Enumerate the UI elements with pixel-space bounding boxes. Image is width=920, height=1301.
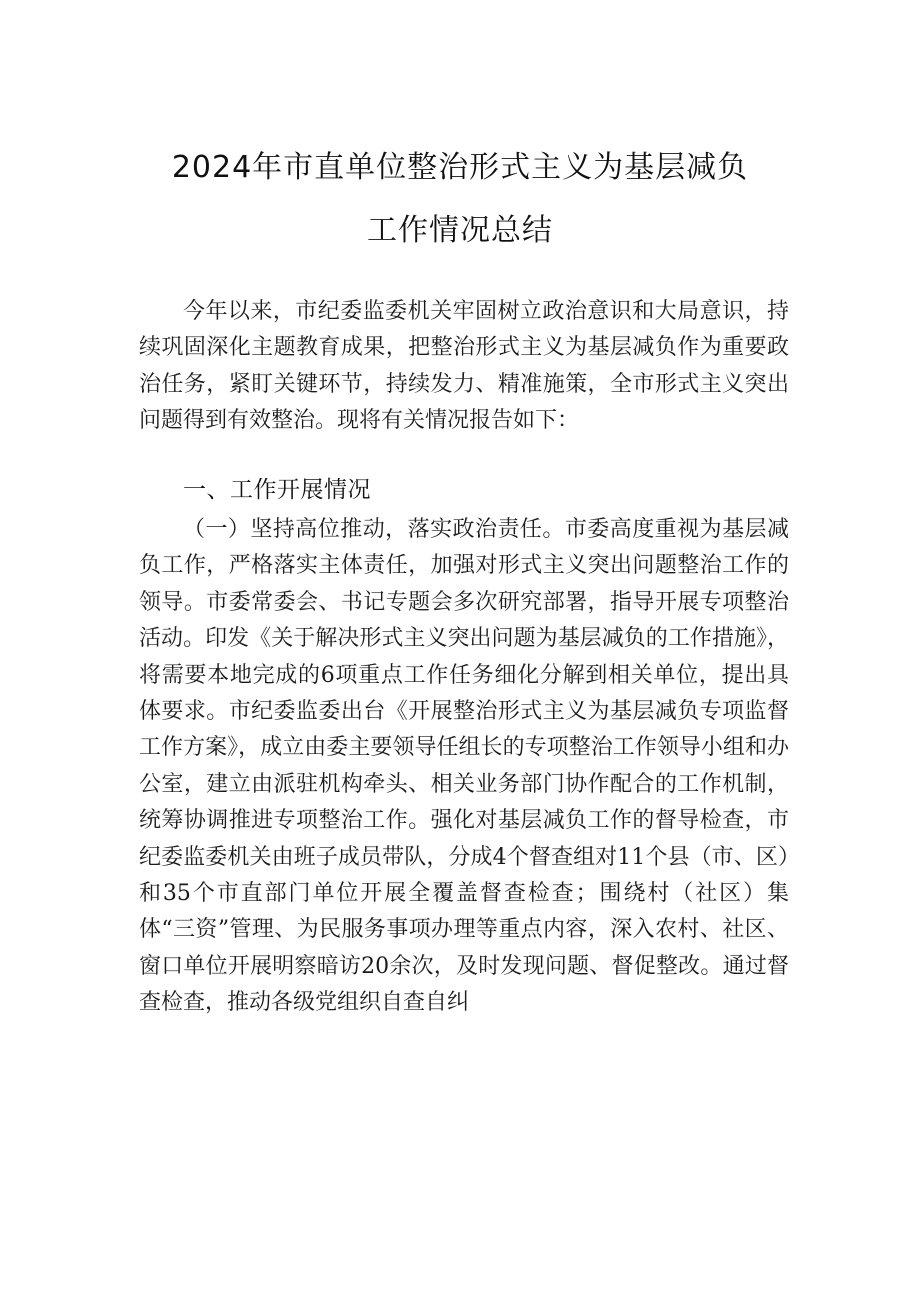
section-1-paragraph-1: （一）坚持高位推动，落实政治责任。市委高度重视为基层减负工作，严格落实主体责任，加强对形式主义突出问题整治工作的领导。市委常委会、书记专题会多次研究部署，指导开展专项整治活动。印发《关于解决形式主义突出问题为基层减负的工作措施》，将需要本地完成的6项重点工作任务细化分解到相关单位，提出具体要求。市纪委监委出台《开展整治形式主义为基层减负专项监督工作方案》，成立由委主要领导任组长的专项整治工作领导小组和办公室，建立由派驻机构牵头、相关业务部门协作配合的工作机制，统筹协调推进专项整治工作。强化对基层减负工作的督导检查，市纪委监委机关由班子成员带队，分成4个督查组对11个县（市、区）和35个市直部门单位开展全覆盖督查检查；围绕村（社区）集体“三资”管理、为民服务事项办理等重点内容，深入农村、社区、窗口单位开展明察暗访20余次，及时发现问题、督促整改。通过督查检查，推动各级党组织自查自纠 [139,517,789,1016]
section-heading-work-progress: 一、工作开展情况 [183,477,371,503]
document-title-line-1: 2024年市直单位整治形式主义为基层减负 [171,150,749,185]
intro-paragraph: 今年以来，市纪委监委机关牢固树立政治意识和大局意识，持续巩固深化主题教育成果，把整治形式主义为基层减负作为重要政治任务，紧盯关键环节，持续发力、精准施策，全市形式主义突出问题得到有效整治。现将有关情况报告如下： [139,299,789,434]
document-title-line-2: 工作情况总结 [367,213,553,248]
